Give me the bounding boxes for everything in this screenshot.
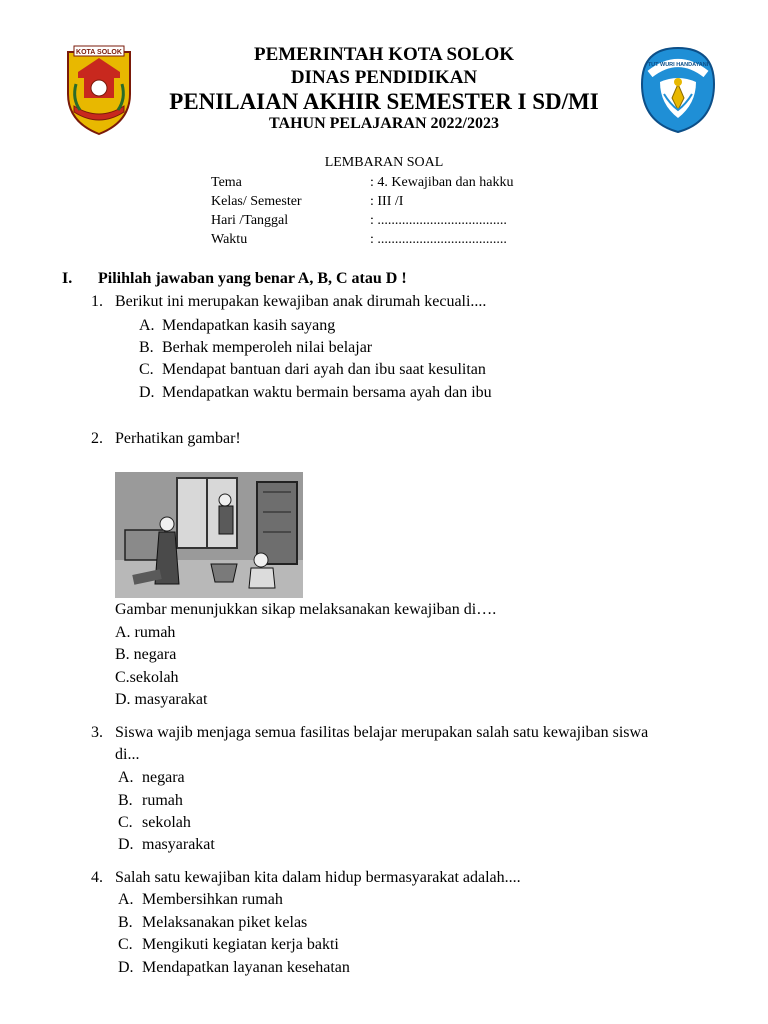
question-4-number: 4.	[91, 869, 103, 886]
question-3-number: 3.	[91, 724, 103, 741]
section-number: I.	[62, 270, 73, 287]
question-2-option-d: D. masyarakat	[115, 691, 208, 708]
question-2-text: Perhatikan gambar!	[115, 430, 241, 447]
header-school-year: TAHUN PELAJARAN 2022/2023	[269, 115, 499, 132]
meta-key: Kelas/ Semester	[211, 194, 302, 209]
section-instruction: Pilihlah jawaban yang benar A, B, C atau D !	[98, 270, 407, 287]
header-department: DINAS PENDIDIKAN	[290, 67, 478, 88]
meta-value: : .....................................	[370, 232, 507, 247]
meta-key: Waktu	[211, 232, 248, 247]
meta-value: : III /I	[370, 194, 404, 209]
question-1-number: 1.	[91, 293, 103, 310]
question-4-text: Salah satu kewajiban kita dalam hidup bermasyarakat adalah....	[115, 869, 521, 886]
question-2-prompt: Gambar menunjukkan sikap melaksanakan kewajiban di….	[115, 601, 497, 618]
logo-right-label: TUT WURI HANDAYANI	[647, 62, 709, 68]
question-1-text: Berikut ini merupakan kewajiban anak dirumah kecuali....	[115, 293, 487, 310]
meta-key: Tema	[211, 175, 242, 190]
question-2-number: 2.	[91, 430, 103, 447]
header-exam-title: PENILAIAN AKHIR SEMESTER I SD/MI	[169, 89, 599, 114]
meta-value: : .....................................	[370, 213, 507, 228]
question-3-text-line1: Siswa wajib menjaga semua fasilitas belajar merupakan salah satu kewajiban siswa	[115, 724, 649, 741]
header-government: PEMERINTAH KOTA SOLOK	[253, 44, 515, 65]
meta-key: Hari /Tanggal	[211, 213, 289, 228]
sheet-title: LEMBARAN SOAL	[324, 155, 444, 170]
question-3-text-line2: di...	[115, 746, 140, 763]
question-2-option-c: C.sekolah	[115, 669, 179, 686]
meta-value: : 4. Kewajiban dan hakku	[370, 175, 514, 190]
question-2-option-a: A. rumah	[115, 624, 176, 641]
logo-left-label: KOTA SOLOK	[76, 49, 122, 56]
children-cleaning-illustration	[115, 472, 303, 598]
question-2-option-b: B. negara	[115, 646, 177, 663]
